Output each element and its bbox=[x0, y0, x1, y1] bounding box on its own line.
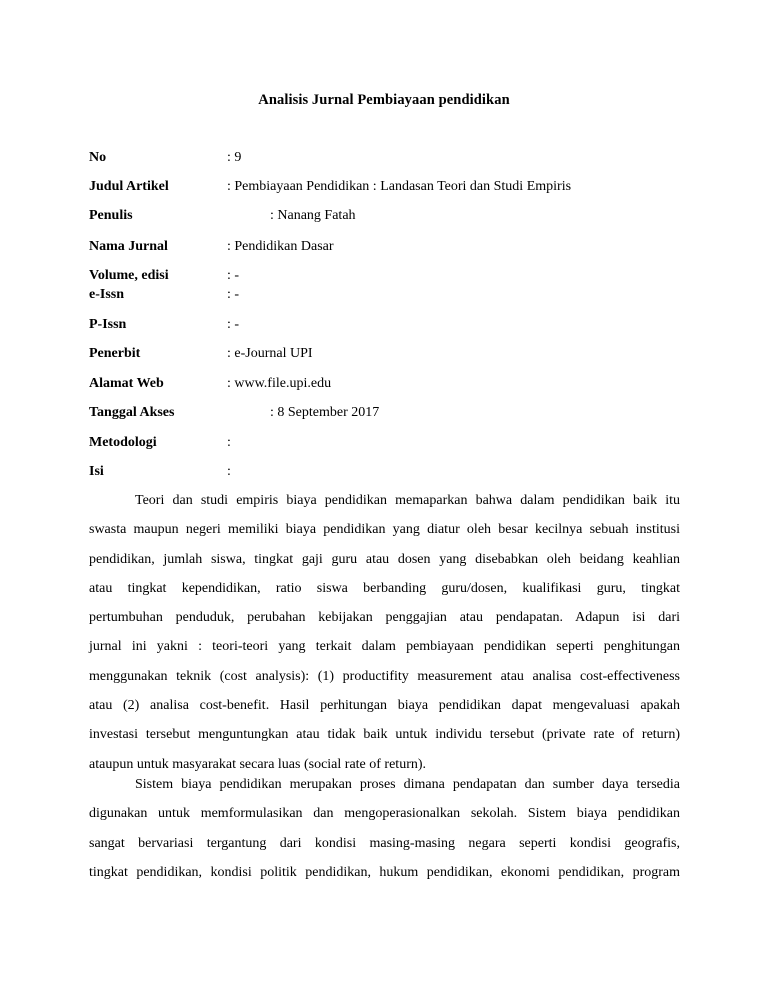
field-value: : www.file.upi.edu bbox=[227, 376, 332, 391]
field-row-alamat-web bbox=[89, 376, 331, 392]
field-row-nama-jurnal bbox=[89, 239, 334, 255]
field-value: : Pendidikan Dasar bbox=[227, 239, 334, 254]
field-value: : bbox=[227, 464, 231, 479]
field-value: : bbox=[227, 435, 231, 450]
field-row-e-issn bbox=[89, 287, 239, 303]
field-value: : - bbox=[227, 317, 240, 332]
field-row-penulis bbox=[89, 208, 356, 224]
paragraph-line: ataupun untuk masyarakat secara luas (social rate of return). bbox=[89, 756, 427, 772]
field-label: No bbox=[89, 150, 107, 165]
field-label: Tanggal Akses bbox=[89, 405, 175, 420]
paragraph-line: tingkat pendidikan, kondisi politik pendidikan, hukum pendidikan, ekonomi pendidikan, program bbox=[89, 864, 680, 880]
field-value: : e-Journal UPI bbox=[227, 346, 313, 361]
field-label: Penulis bbox=[89, 208, 133, 223]
field-label: Judul Artikel bbox=[89, 179, 169, 194]
paragraph-line: atau (2) analisa cost-benefit. Hasil perhitungan biaya pendidikan dapat mengevaluasi apakah bbox=[89, 698, 680, 714]
field-label: Alamat Web bbox=[89, 376, 164, 391]
field-row-p-issn bbox=[89, 317, 239, 333]
field-label: Nama Jurnal bbox=[89, 239, 168, 254]
field-label: Isi bbox=[89, 464, 104, 479]
paragraph-line: pertumbuhan penduduk, perubahan kebijakan penggajian atau pendapatan. Adapun isi dari bbox=[89, 610, 680, 626]
paragraph-line: sangat bervariasi tergantung dari kondisi masing-masing negara seperti kondisi geografis, bbox=[89, 835, 680, 851]
field-row-isi bbox=[89, 464, 231, 480]
paragraph-line: menggunakan teknik (cost analysis): (1) productifity measurement atau analisa cost-effectiveness bbox=[89, 668, 680, 684]
field-label: e-Issn bbox=[89, 287, 125, 302]
body-paragraph-2 bbox=[89, 770, 680, 887]
paragraph-line: swasta maupun negeri memiliki biaya pendidikan yang diatur oleh besar kecilnya sebuah institusi bbox=[89, 522, 680, 538]
field-value: : 8 September 2017 bbox=[270, 405, 380, 420]
field-label: Penerbit bbox=[89, 346, 141, 361]
document-title: Analisis Jurnal Pembiayaan pendidikan bbox=[258, 92, 510, 108]
paragraph-line: jurnal ini yakni : teori-teori yang terkait dalam pembiayaan pendidikan seperti penghitungan bbox=[89, 639, 680, 655]
field-row-tanggal-akses bbox=[89, 405, 379, 421]
paragraph-line: Sistem biaya pendidikan merupakan proses dimana pendapatan dan sumber daya tersedia bbox=[135, 777, 680, 792]
field-value: : - bbox=[227, 287, 240, 302]
body-paragraph-1 bbox=[89, 486, 680, 779]
field-label: Volume, edisi bbox=[89, 268, 169, 283]
paragraph-line: pendidikan, jumlah siswa, tingkat gaji guru atau dosen yang disebabkan oleh beidang keahlian bbox=[89, 551, 680, 567]
field-value: : - bbox=[227, 268, 240, 283]
paragraph-line: atau tingkat kependidikan, ratio siswa berbanding guru/dosen, kualifikasi guru, tingkat bbox=[89, 580, 680, 596]
field-row-volume-edisi bbox=[89, 268, 239, 284]
field-row-no bbox=[89, 150, 241, 166]
field-value: : Pembiayaan Pendidikan : Landasan Teori dan Studi Empiris bbox=[227, 179, 572, 194]
field-label: Metodologi bbox=[89, 435, 157, 450]
field-label: P-Issn bbox=[89, 317, 127, 332]
field-row-penerbit bbox=[89, 346, 313, 362]
paragraph-line: Teori dan studi empiris biaya pendidikan memaparkan bahwa dalam pendidikan baik itu bbox=[135, 493, 680, 508]
field-value: : 9 bbox=[227, 150, 242, 165]
paragraph-line: investasi tersebut menguntungkan atau tidak baik untuk individu tersebut (private rate of return) bbox=[89, 727, 680, 743]
field-row-metodologi bbox=[89, 435, 231, 451]
field-row-judul-artikel bbox=[89, 179, 571, 195]
field-value: : Nanang Fatah bbox=[270, 208, 356, 223]
paragraph-line: digunakan untuk memformulasikan dan mengoperasionalkan sekolah. Sistem biaya pendidikan bbox=[89, 806, 680, 822]
